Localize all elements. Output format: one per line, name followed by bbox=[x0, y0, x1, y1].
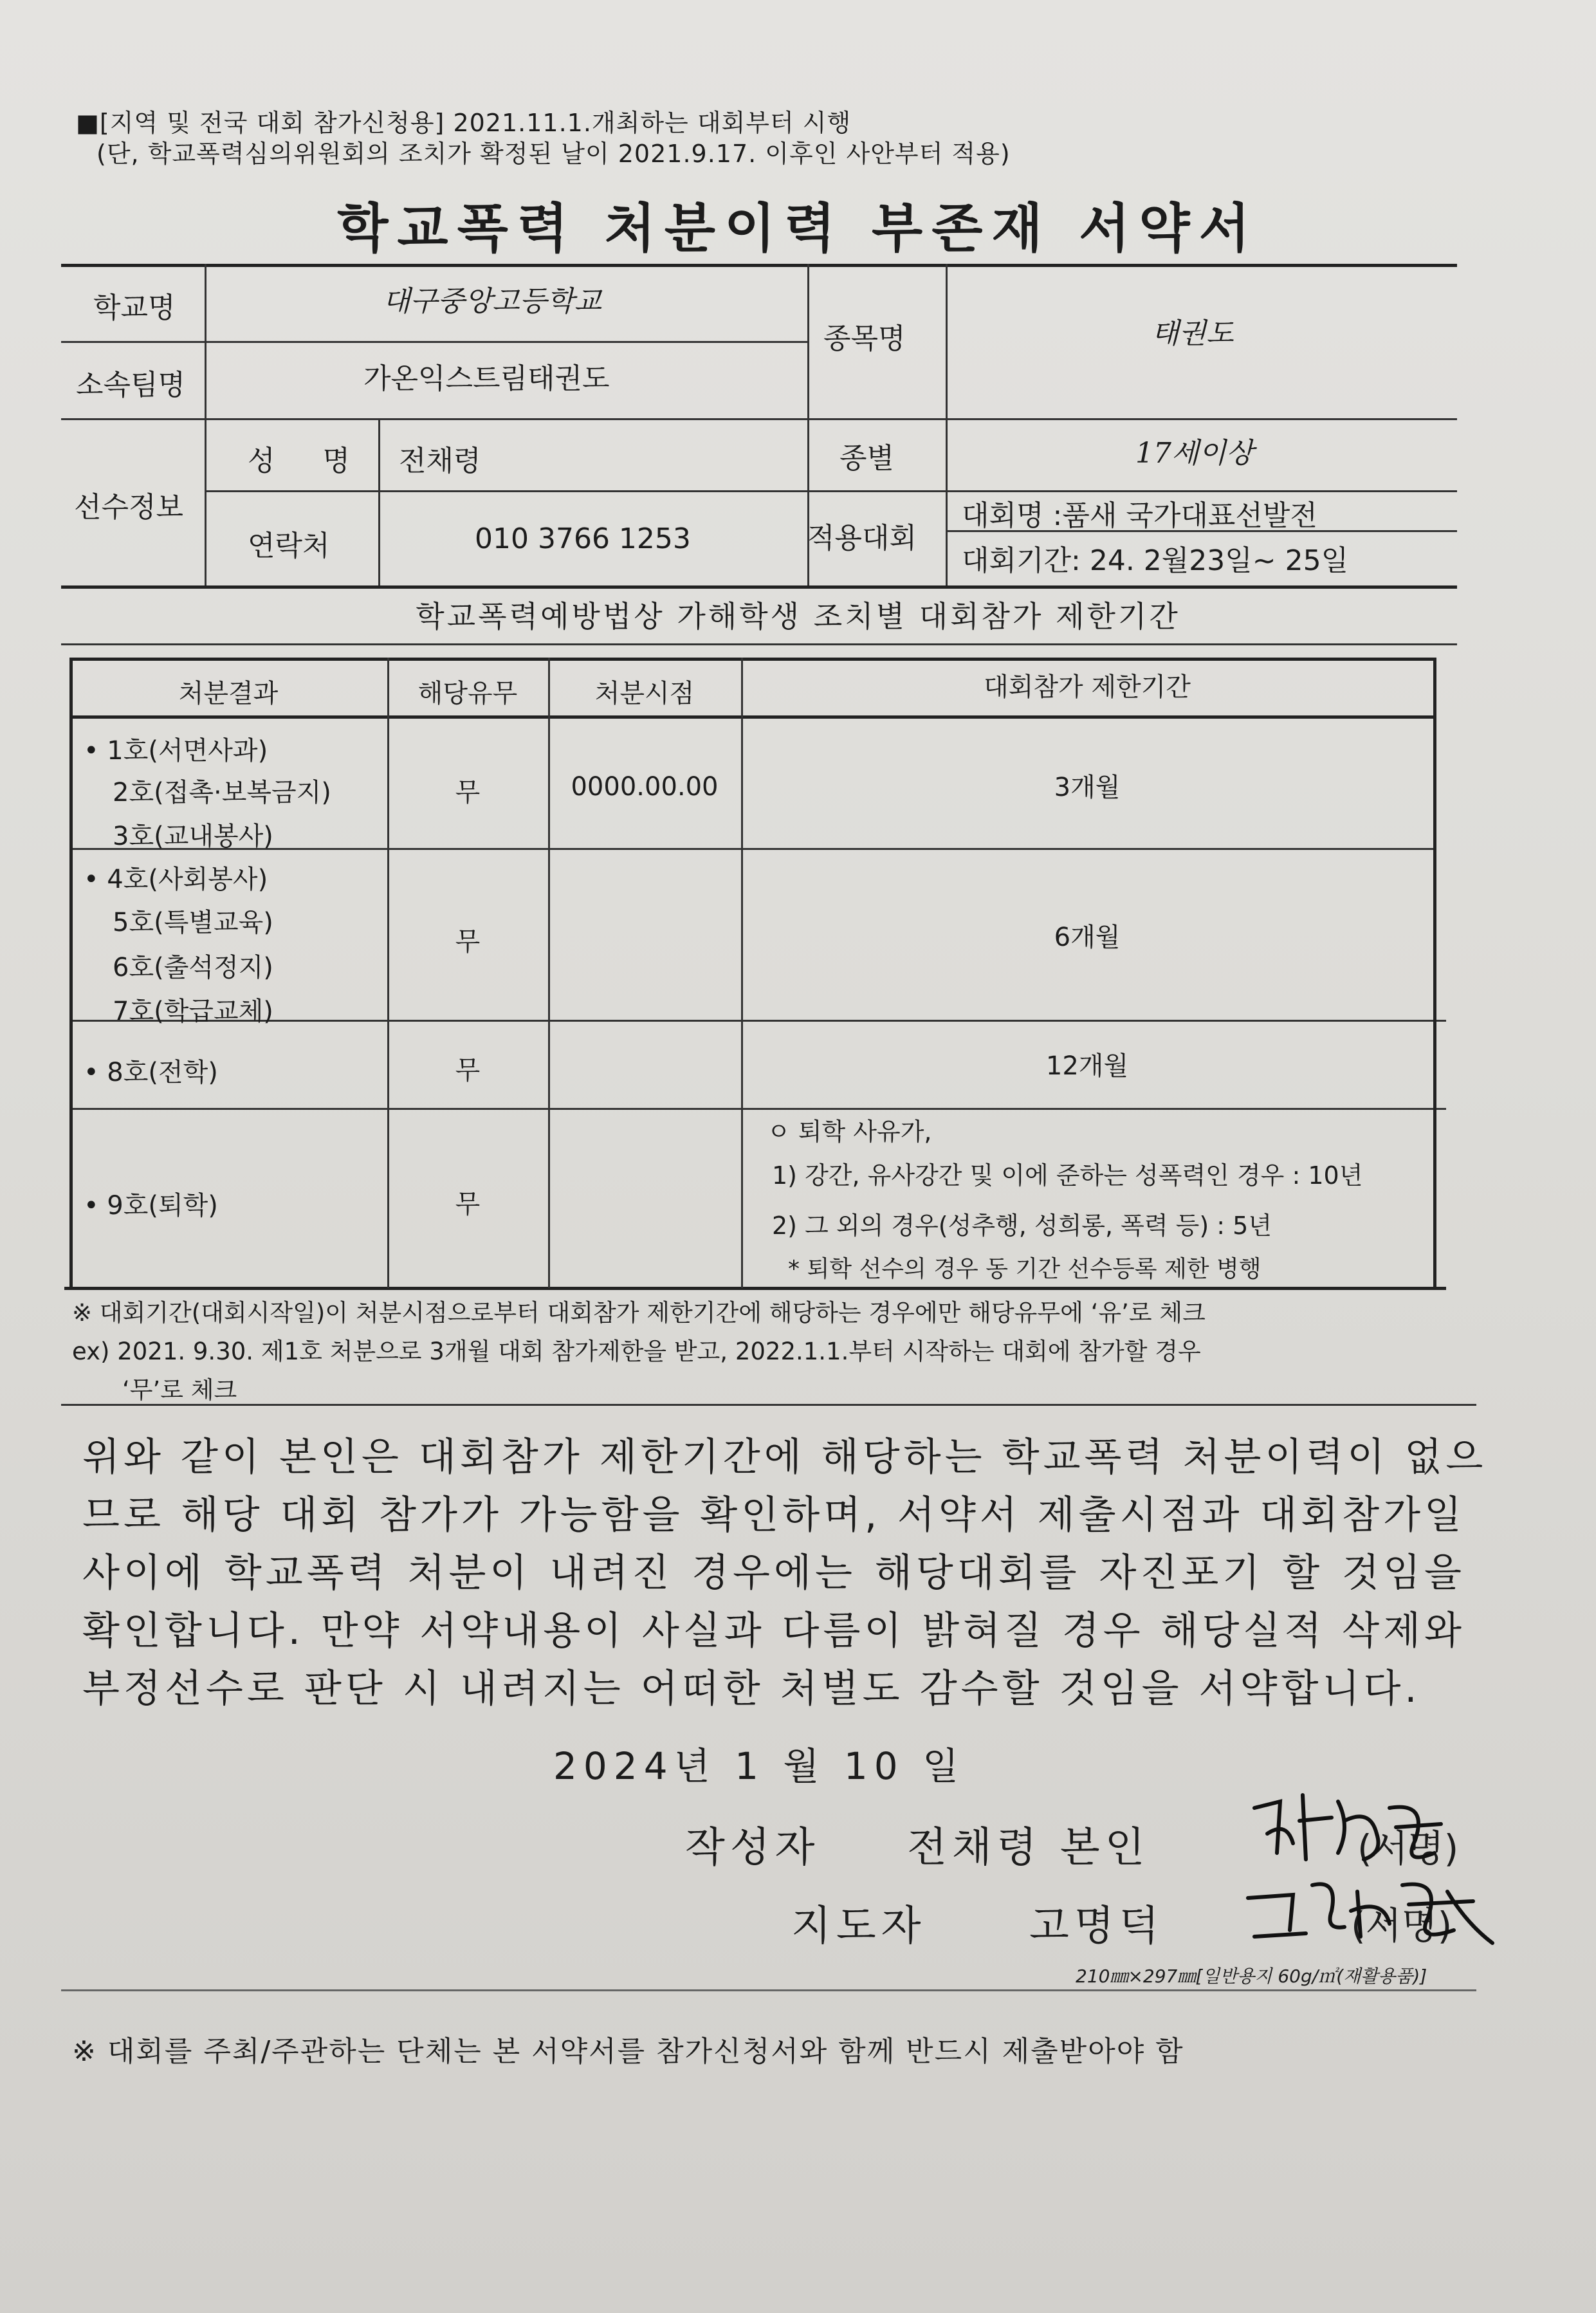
table-row-3-item: • 8호(전학) bbox=[84, 1058, 218, 1087]
event-label: 종목명 bbox=[823, 322, 906, 355]
name-value: 전채령 bbox=[399, 445, 481, 477]
col-header-result: 처분결과 bbox=[178, 679, 279, 708]
info-top-border bbox=[61, 264, 1457, 267]
footnote-line-3: ‘무’로 체크 bbox=[122, 1376, 237, 1404]
table-right-border bbox=[1433, 658, 1436, 1288]
writer-label: 작성자 bbox=[685, 1824, 820, 1872]
table-bottom-border bbox=[64, 1287, 1446, 1290]
col-header-date: 처분시점 bbox=[594, 679, 695, 708]
pledge-date: 2024년 1 월 10 일 bbox=[553, 1744, 966, 1788]
table-row-2-item: • 4호(사회봉사) bbox=[84, 865, 268, 894]
table-row-1-period: 3개월 bbox=[1054, 773, 1121, 802]
competition-name: 대회명 :품새 국가대표선발전 bbox=[962, 499, 1317, 532]
restriction-heading: 학교폭력예방법상 가해학생 조치별 대회참가 제한기간 bbox=[416, 599, 1180, 634]
apply-competition-label: 적용대회 bbox=[807, 522, 917, 555]
table-row-4-applicable: 무 bbox=[455, 1190, 481, 1219]
table-row-1-item: • 1호(서면사과) bbox=[84, 736, 268, 766]
writer-signature bbox=[1242, 1782, 1473, 1879]
school-value: 대구중앙고등학교 bbox=[383, 285, 602, 318]
table-row-4-period-line: 2) 그 외의 경우(성추행, 성희롱, 폭력 등) : 5년 bbox=[772, 1212, 1272, 1240]
footnote-divider bbox=[61, 1404, 1476, 1406]
col-header-period: 대회참가 제한기간 bbox=[984, 672, 1191, 702]
instructor-label: 지도자 bbox=[791, 1903, 926, 1950]
table-row-line bbox=[69, 1108, 1446, 1110]
pledge-line-1: 위와 같이 본인은 대회참가 제한기간에 해당하는 학교폭력 처분이력이 없으 bbox=[82, 1435, 1487, 1480]
contact-label: 연락처 bbox=[248, 530, 330, 562]
table-row-1-item: 2호(접촉·보복금지) bbox=[113, 778, 331, 807]
document-title: 학교폭력 처분이력 부존재 서약서 bbox=[337, 198, 1259, 259]
table-row-4-period-line: 1) 강간, 유사강간 및 이에 준하는 성폭력인 경우 : 10년 bbox=[772, 1161, 1363, 1190]
table-col-line bbox=[741, 658, 743, 1288]
name-label: 성 명 bbox=[248, 445, 369, 477]
paper-spec: 210㎜×297㎜[일반용지 60g/㎡(재활용품)] bbox=[1076, 1966, 1427, 1987]
table-row-2-applicable: 무 bbox=[455, 927, 481, 957]
notice-line-2: (단, 학교폭력심의위원회의 조치가 확정된 날이 2021.9.17. 이후인 사안부터 적용) bbox=[96, 140, 1011, 168]
info-line bbox=[61, 418, 1457, 420]
table-left-border bbox=[69, 658, 73, 1288]
info-col-line bbox=[946, 264, 948, 585]
table-row-2-item: 6호(출석정지) bbox=[113, 953, 273, 982]
writer-name: 전채령 본인 bbox=[907, 1824, 1150, 1872]
category-label: 종별 bbox=[839, 442, 895, 475]
table-row-3-applicable: 무 bbox=[455, 1056, 481, 1085]
info-bottom-border bbox=[61, 585, 1457, 589]
bottom-note: ※ 대회를 주최/주관하는 단체는 본 서약서를 참가신청서와 함께 반드시 제출받아야 함 bbox=[72, 2035, 1184, 2068]
event-value: 태권도 bbox=[1151, 317, 1234, 350]
table-row-2-item: 5호(특별교육) bbox=[113, 908, 273, 937]
info-col-line bbox=[205, 264, 206, 585]
col-header-applicable: 해당유무 bbox=[417, 679, 518, 708]
player-info-label: 선수정보 bbox=[74, 491, 184, 524]
footnote-line-2: ex) 2021. 9.30. 제1호 처분으로 3개월 대회 참가제한을 받고, 2022.1.1.부터 시작하는 대회에 참가할 경우 bbox=[72, 1338, 1201, 1365]
spec-divider bbox=[61, 1989, 1476, 1991]
pledge-line-4: 확인합니다. 만약 서약내용이 사실과 다름이 밝혀질 경우 해당실적 삭제와 bbox=[82, 1608, 1465, 1654]
table-col-line bbox=[548, 658, 550, 1288]
pledge-line-5: 부정선수로 판단 시 내려지는 어떠한 처벌도 감수할 것임을 서약합니다. bbox=[82, 1666, 1421, 1711]
instructor-name: 고명덕 bbox=[1029, 1903, 1164, 1950]
table-row-1-date: 0000.00.00 bbox=[571, 772, 719, 802]
table-row-line bbox=[69, 1020, 1446, 1022]
team-value: 가온익스트림태권도 bbox=[363, 362, 610, 395]
pledge-line-2: 므로 해당 대회 참가가 가능함을 확인하며, 서약서 제출시점과 대회참가일 bbox=[82, 1493, 1465, 1538]
pledge-line-3: 사이에 학교폭력 처분이 내려진 경우에는 해당대회를 자진포기 할 것임을 bbox=[82, 1551, 1465, 1596]
category-value: 17세이상 bbox=[1135, 437, 1254, 470]
info-line bbox=[61, 341, 807, 343]
table-row-1-item: 3호(교내봉사) bbox=[113, 822, 273, 851]
info-col-line bbox=[378, 418, 380, 585]
table-row-2-period: 6개월 bbox=[1054, 923, 1121, 952]
table-row-4-item: • 9호(퇴학) bbox=[84, 1191, 218, 1221]
table-header-border bbox=[69, 715, 1433, 719]
writer-sign-label: (서명) bbox=[1357, 1827, 1459, 1870]
contact-value: 010 3766 1253 bbox=[475, 522, 691, 555]
table-row-1-applicable: 무 bbox=[455, 778, 481, 807]
table-row-4-period-line: * 퇴학 선수의 경우 동 기간 선수등록 제한 병행 bbox=[788, 1256, 1261, 1282]
competition-period: 대회기간: 24. 2월23일~ 25일 bbox=[962, 544, 1349, 577]
table-top-border bbox=[69, 658, 1433, 661]
table-row-4-period-line: ㅇ 퇴학 사유가, bbox=[767, 1118, 932, 1146]
notice-line-1: ■[지역 및 전국 대회 참가신청용] 2021.11.1.개최하는 대회부터 시행 bbox=[76, 109, 852, 137]
school-label: 학교명 bbox=[93, 291, 176, 324]
instructor-signature bbox=[1235, 1866, 1505, 1956]
table-row-3-period: 12개월 bbox=[1045, 1051, 1129, 1081]
team-label: 소속팀명 bbox=[76, 369, 186, 401]
table-row-2-item: 7호(학급교체) bbox=[113, 997, 273, 1026]
instructor-sign-label: (서명) bbox=[1351, 1904, 1453, 1948]
table-row-line bbox=[69, 848, 1433, 850]
heading-underline bbox=[61, 643, 1457, 645]
footnote-line-1: ※ 대회기간(대회시작일)이 처분시점으로부터 대회참가 제한기간에 해당하는 경우에만 해당유무에 ‘유’로 체크 bbox=[72, 1299, 1206, 1327]
